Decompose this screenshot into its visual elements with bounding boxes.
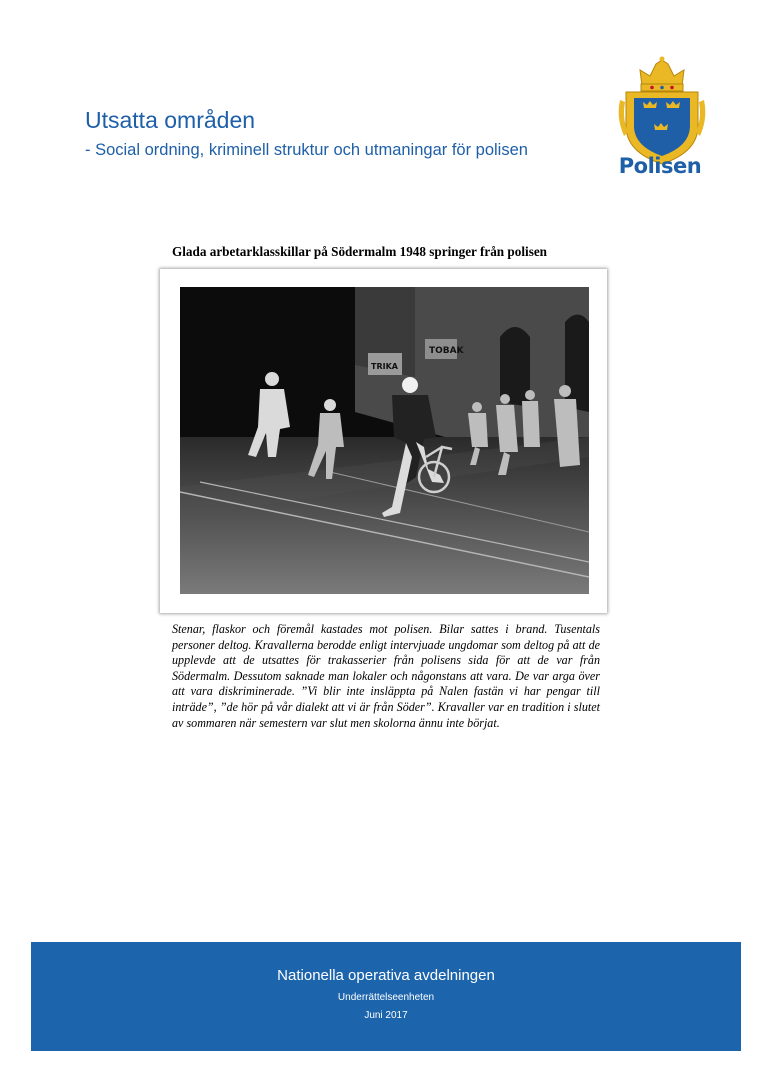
photo-frame xyxy=(160,269,607,613)
logo-wordmark: Polisen xyxy=(618,154,702,178)
page-subtitle: - Social ordning, kriminell struktur och utmaningar för polisen xyxy=(85,141,528,159)
footer-department: Nationella operativa avdelningen xyxy=(277,967,495,984)
historic-photo xyxy=(180,287,589,594)
footer-unit: Underrättelseenheten xyxy=(337,992,435,1003)
footer-banner xyxy=(31,942,741,1051)
page-title: Utsatta områden xyxy=(85,107,256,133)
figure-caption-title: Glada arbetarklasskillar på Södermalm 1948 springer från polisen xyxy=(172,244,548,259)
photo-sign-tobak: TOBAK xyxy=(429,346,464,356)
crown-icon xyxy=(640,57,684,92)
photo-sign-trika: TRIKA xyxy=(371,362,398,371)
figure-body-text: Stenar, flaskor och föremål kastades mot polisen. Bilar sattes i brand. Tusentals personer deltog. Kravallerna berodde enligt intervjuade ungdomar som deltog på att de upplevde att de utsattes för trakasserier från polisens sida för att de var från Södermalm. Dessutom saknade man lokaler och någonstans att vara. De var arga över att vara diskriminerade. ”Vi blir inte insläppta på Nalen fastän vi har pengar till inträde”, ”de hör på vår dialekt att vi är från Söder”. Kravaller var en tradition i slutet av sommaren när semestern var slut men skolorna ännu inte börjat. xyxy=(172,622,600,730)
footer-date: Juni 2017 xyxy=(364,1010,408,1021)
